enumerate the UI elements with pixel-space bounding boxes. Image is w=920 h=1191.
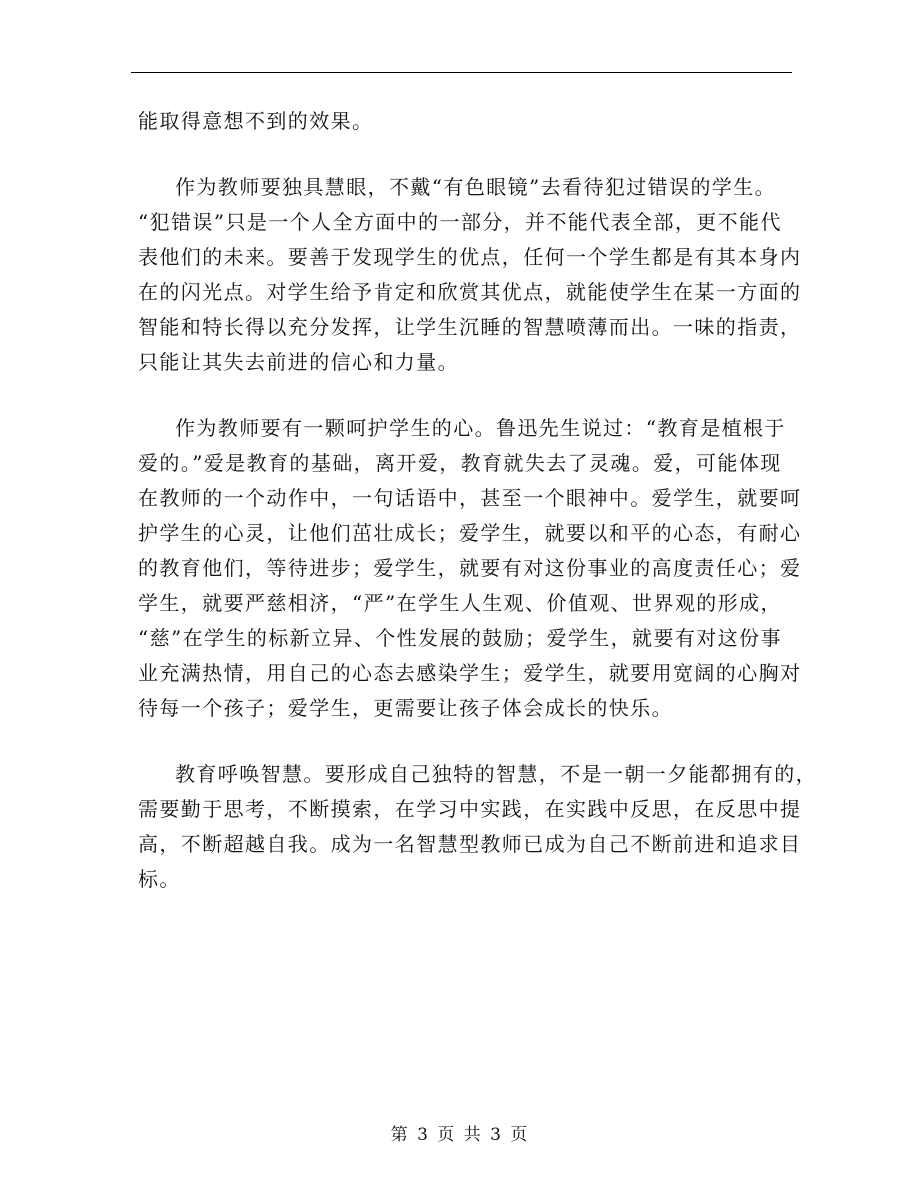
text-line: 在的闪光点。对学生给予肯定和欣赏其优点，就能使学生在某一方面的: [138, 280, 802, 304]
text-line: 待每一个孩子；爱学生，更需要让孩子体会成长的快乐。: [138, 696, 673, 720]
paragraph-teacher-insight: [138, 170, 802, 380]
text-line: 能取得意想不到的效果。: [138, 109, 374, 133]
text-line: 在教师的一个动作中，一句话语中，甚至一个眼神中。爱学生，就要呵: [138, 486, 802, 510]
text-line: 的教育他们，等待进步；爱学生，就要有对这份事业的高度责任心；爱: [138, 556, 802, 580]
text-line: 爱的。”爱是教育的基础，离开爱，教育就失去了灵魂。爱，可能体现: [138, 451, 782, 475]
paragraph-continuation: [138, 104, 790, 139]
text-line: 教育呼唤智慧。要形成自己独特的智慧，不是一朝一夕能都拥有的，: [175, 762, 817, 786]
text-line: 标。: [138, 867, 181, 891]
page-number: 第 3 页 共 3 页: [390, 1125, 530, 1145]
paragraph-wisdom: [138, 757, 817, 897]
text-line: 业充满热情，用自己的心态去感染学生；爱学生，就要用宽阔的心胸对: [138, 661, 802, 685]
text-line: 只能让其失去前进的信心和力量。: [138, 350, 459, 374]
text-line: 表他们的未来。要善于发现学生的优点，任何一个学生都是有其本身内: [138, 245, 802, 269]
text-line: 智能和特长得以充分发挥，让学生沉睡的智慧喷薄而出。一味的指责，: [138, 315, 802, 339]
paragraph-caring-heart: [138, 411, 802, 726]
header-rule: [131, 72, 792, 73]
text-line: “慈”在学生的标新立异、个性发展的鼓励；爱学生，就要有对这份事: [138, 626, 782, 650]
text-line: 高，不断超越自我。成为一名智慧型教师已成为自己不断前进和追求目: [138, 832, 802, 856]
text-line: “犯错误”只是一个人全方面中的一部分，并不能代表全部，更不能代: [138, 210, 782, 234]
document-body: [138, 104, 817, 897]
text-line: 作为教师要独具慧眼，不戴“有色眼镜”去看待犯过错误的学生。: [175, 175, 777, 199]
text-line: 学生，就要严慈相济，“严”在学生人生观、价值观、世界观的形成，: [138, 591, 782, 615]
text-line: 护学生的心灵，让他们茁壮成长；爱学生，就要以和平的心态，有耐心: [138, 521, 802, 545]
text-line: 作为教师要有一颗呵护学生的心。鲁迅先生说过：“教育是植根于: [175, 416, 786, 440]
text-line: 需要勤于思考，不断摸索，在学习中实践，在实践中反思，在反思中提: [138, 797, 802, 821]
